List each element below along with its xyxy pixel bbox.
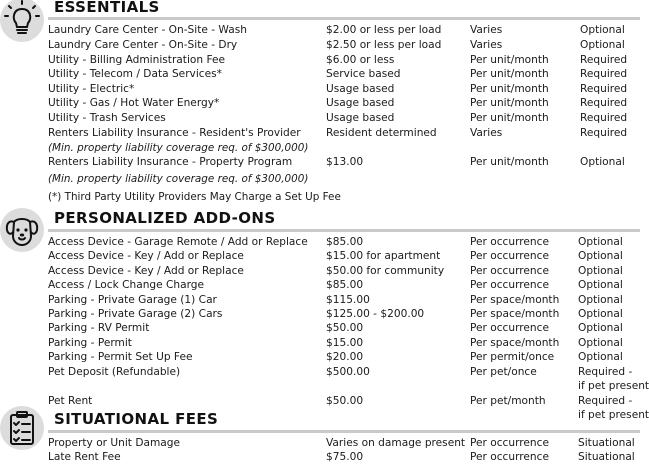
- fee-frequency: Per space/month: [470, 337, 560, 349]
- fee-name: Utility - Gas / Hot Water Energy*: [48, 97, 220, 109]
- section-title-situational: SITUATIONAL FEES: [54, 410, 219, 428]
- fee-name: Utility - Trash Services: [48, 112, 166, 124]
- fee-frequency: Per pet/once: [470, 366, 537, 378]
- coverage-note: (Min. property liability coverage req. of $300,000): [48, 173, 309, 185]
- fee-frequency: Varies: [470, 39, 503, 51]
- fee-frequency: Per occurrence: [470, 236, 549, 248]
- fee-requirement: Required: [580, 112, 628, 124]
- fee-amount: Usage based: [326, 83, 395, 95]
- fee-name: Access Device - Key / Add or Replace: [48, 250, 244, 262]
- table-row: [0, 82, 640, 97]
- fee-frequency: Per occurrence: [470, 250, 549, 262]
- fee-name: Laundry Care Center - On-Site - Dry: [48, 39, 238, 51]
- table-row: [0, 365, 640, 380]
- table-row: [0, 336, 640, 351]
- fee-amount: $85.00: [326, 279, 364, 291]
- section-divider: [48, 229, 640, 232]
- fee-amount: $50.00: [326, 395, 364, 407]
- fee-amount: Varies on damage present: [326, 437, 466, 449]
- fee-amount: $50.00 for community: [326, 265, 445, 277]
- fee-frequency: Per unit/month: [470, 112, 549, 124]
- fee-requirement: Optional: [578, 236, 623, 248]
- section-divider: [48, 430, 640, 433]
- fee-amount: $115.00: [326, 294, 370, 306]
- fee-name: Parking - Private Garage (1) Car: [48, 294, 217, 306]
- table-row: [0, 38, 640, 53]
- fee-name: Access Device - Key / Add or Replace: [48, 265, 244, 277]
- fee-name: Parking - Permit Set Up Fee: [48, 351, 193, 363]
- table-row: [0, 111, 640, 126]
- fee-requirement: Optional: [578, 294, 623, 306]
- fee-name: Property or Unit Damage: [48, 437, 181, 449]
- fee-amount: $20.00: [326, 351, 364, 363]
- fee-name: Utility - Electric*: [48, 83, 135, 95]
- fee-frequency: Per occurrence: [470, 279, 549, 291]
- fee-amount: $125.00 - $200.00: [326, 308, 425, 320]
- fee-requirement: Optional: [578, 322, 623, 334]
- table-row: [0, 307, 640, 322]
- fee-name: Late Rent Fee: [48, 451, 121, 463]
- fee-frequency: Per occurrence: [470, 437, 549, 449]
- fee-requirement: Required -: [578, 395, 633, 407]
- table-row: [0, 394, 640, 409]
- fee-requirement: Required: [580, 127, 628, 139]
- fee-amount: $15.00: [326, 337, 364, 349]
- fee-requirement: Optional: [578, 351, 623, 363]
- fee-amount: Service based: [326, 68, 401, 80]
- fee-amount: $2.00 or less per load: [326, 24, 442, 36]
- fee-name: Utility - Telecom / Data Services*: [48, 68, 222, 80]
- table-row: [0, 53, 640, 68]
- fee-frequency: Per unit/month: [470, 83, 549, 95]
- table-row: [0, 278, 640, 293]
- fee-name: Parking - Permit: [48, 337, 132, 349]
- fee-requirement: Required -: [578, 366, 633, 378]
- fee-name: Pet Deposit (Refundable): [48, 366, 181, 378]
- table-row: [0, 235, 640, 250]
- fee-requirement: Situational: [578, 437, 635, 449]
- fee-name: Parking - Private Garage (2) Cars: [48, 308, 223, 320]
- fee-name: Access / Lock Change Charge: [48, 279, 205, 291]
- table-row: [0, 350, 640, 365]
- table-row-continuation: [0, 379, 649, 394]
- fee-amount: $50.00: [326, 322, 364, 334]
- fee-frequency: Per unit/month: [470, 68, 549, 80]
- fee-amount: Usage based: [326, 112, 395, 124]
- fee-requirement: Optional: [580, 156, 625, 168]
- fee-requirement-condition: if pet present: [578, 380, 649, 392]
- fee-requirement: Optional: [578, 279, 623, 291]
- fee-amount: Resident determined: [326, 127, 437, 139]
- fee-frequency: Per permit/once: [470, 351, 555, 363]
- fee-name: Utility - Billing Administration Fee: [48, 54, 226, 66]
- fee-amount: Usage based: [326, 97, 395, 109]
- fee-requirement: Optional: [578, 308, 623, 320]
- fee-requirement: Required: [580, 97, 628, 109]
- fee-frequency: Per unit/month: [470, 156, 549, 168]
- fee-name: Pet Rent: [48, 395, 93, 407]
- fee-name: Renters Liability Insurance - Property Program: [48, 156, 293, 168]
- table-row: [0, 126, 640, 141]
- fee-frequency: Per pet/month: [470, 395, 546, 407]
- section-divider: [48, 17, 640, 20]
- fee-requirement: Required: [580, 68, 628, 80]
- fee-name: Renters Liability Insurance - Resident's Provider: [48, 127, 301, 139]
- fee-amount: $2.50 or less per load: [326, 39, 442, 51]
- fee-amount: $15.00 for apartment: [326, 250, 441, 262]
- table-row: [0, 321, 640, 336]
- fee-frequency: Per unit/month: [470, 54, 549, 66]
- coverage-note: (Min. property liability coverage req. of $300,000): [48, 142, 309, 154]
- fee-frequency: Varies: [470, 127, 503, 139]
- section-title-essentials: ESSENTIALS: [54, 0, 160, 16]
- fee-name: Access Device - Garage Remote / Add or Replace: [48, 236, 308, 248]
- fee-frequency: Per occurrence: [470, 265, 549, 277]
- fee-frequency: Per space/month: [470, 308, 560, 320]
- table-row: [0, 23, 640, 38]
- fee-requirement: Optional: [578, 337, 623, 349]
- fee-frequency: Varies: [470, 24, 503, 36]
- fee-amount: $6.00 or less: [326, 54, 395, 66]
- fee-requirement: Required: [580, 83, 628, 95]
- fee-name: Laundry Care Center - On-Site - Wash: [48, 24, 247, 36]
- fee-requirement-condition: if pet present: [578, 409, 649, 421]
- fee-name: Parking - RV Permit: [48, 322, 150, 334]
- fee-frequency: Per occurrence: [470, 322, 549, 334]
- table-row: [0, 155, 640, 170]
- fee-requirement: Optional: [580, 24, 625, 36]
- table-row: [0, 293, 640, 308]
- fee-frequency: Per space/month: [470, 294, 560, 306]
- table-row: [0, 249, 640, 264]
- table-row: [0, 264, 640, 279]
- fee-amount: $75.00: [326, 451, 364, 463]
- fee-requirement: Optional: [578, 250, 623, 262]
- fee-frequency: Per occurrence: [470, 451, 549, 463]
- fee-requirement: Situational: [578, 451, 635, 463]
- section-title-addons: PERSONALIZED ADD-ONS: [54, 209, 276, 227]
- table-row: [0, 67, 640, 82]
- table-row: [0, 436, 640, 451]
- fee-requirement: Required: [580, 54, 628, 66]
- fee-amount: $85.00: [326, 236, 364, 248]
- table-row: [0, 96, 640, 111]
- utility-footnote: (*) Third Party Utility Providers May Charge a Set Up Fee: [48, 191, 341, 203]
- fee-frequency: Per unit/month: [470, 97, 549, 109]
- table-row: [0, 450, 640, 465]
- fee-amount: $13.00: [326, 156, 364, 168]
- fee-requirement: Optional: [578, 265, 623, 277]
- fee-amount: $500.00: [326, 366, 370, 378]
- fee-requirement: Optional: [580, 39, 625, 51]
